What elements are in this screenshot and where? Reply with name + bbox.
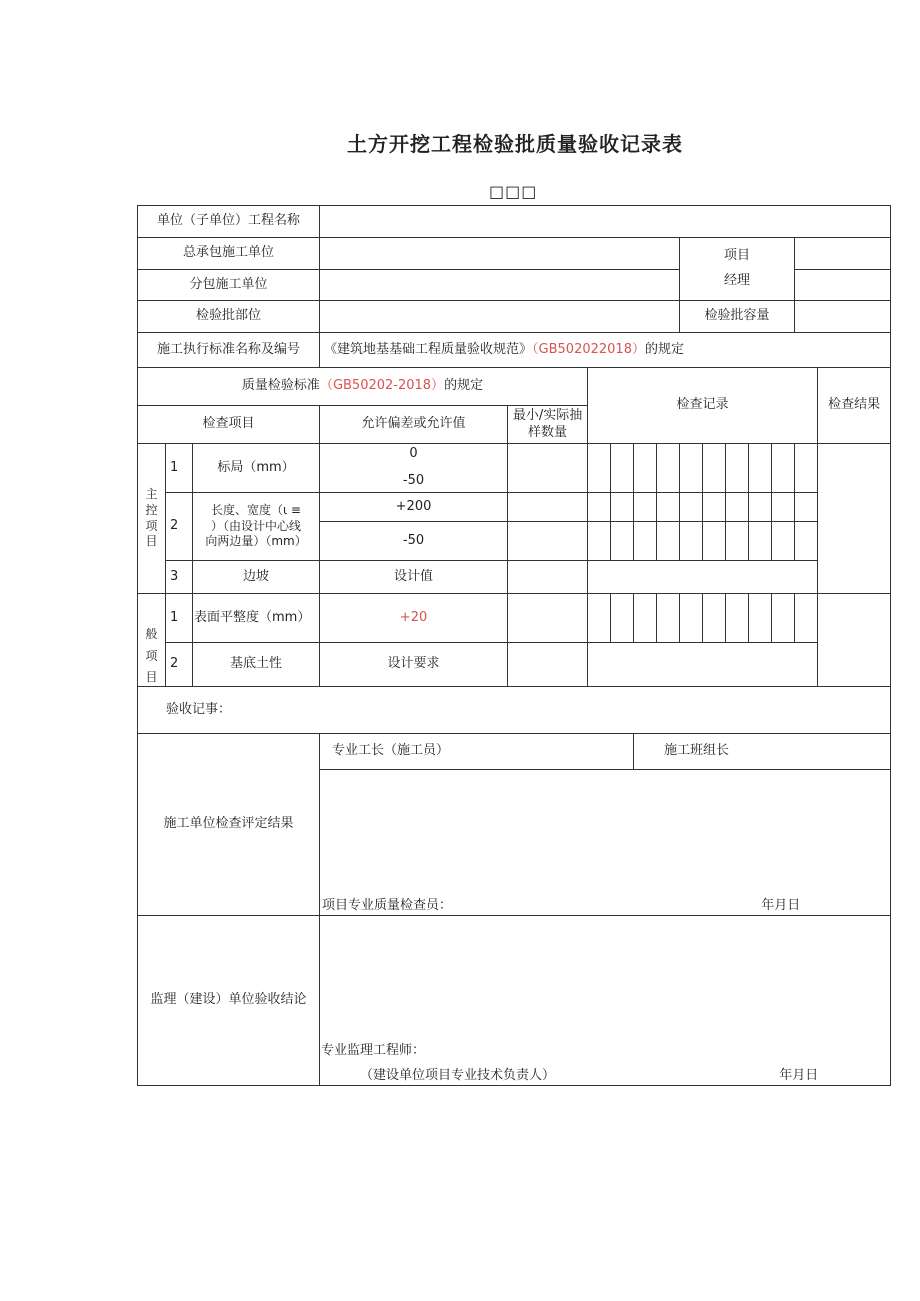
supervising-engineer-label: 专业监理工程师： (321, 1043, 426, 1059)
main-item-1-value-top: 0 (409, 446, 418, 462)
record-cell[interactable] (611, 493, 634, 522)
row-general-contractor (138, 238, 891, 270)
record-cell[interactable] (749, 522, 772, 561)
team-leader-label: 施工班组长 (634, 734, 891, 770)
main-item-2-no: 2 (166, 493, 193, 561)
batch-location-field[interactable] (320, 301, 680, 333)
general-char-2: 项 (145, 648, 158, 663)
owner-label: （建设单位项目专业技术负责人） (360, 1068, 556, 1084)
record-cell[interactable] (726, 444, 749, 493)
main-control-char-2: 控 (145, 502, 158, 517)
main-item-2-sample-b[interactable] (508, 522, 588, 561)
general-contractor-label: 总承包施工单位 (138, 238, 320, 270)
construction-row-a (138, 734, 891, 770)
main-control-result[interactable] (818, 444, 891, 594)
main-control-char-3: 项 (145, 518, 158, 533)
row-project-name (138, 206, 891, 238)
main-item-2-value-top: +200 (320, 493, 508, 522)
project-manager-label-line2: 经理 (724, 273, 751, 288)
subcontractor-label: 分包施工单位 (138, 270, 320, 301)
project-name-field[interactable] (320, 206, 891, 238)
main-item-3-name: 边坡 (193, 561, 320, 594)
general-item-1-value: +20 (320, 594, 508, 643)
main-item-3-sample[interactable] (508, 561, 588, 594)
main-item-2-sample-a[interactable] (508, 493, 588, 522)
record-cell[interactable] (588, 493, 611, 522)
batch-location-label: 检验批部位 (138, 301, 320, 333)
supervision-signature-area[interactable] (320, 916, 891, 1086)
check-result-header: 检查结果 (818, 368, 891, 444)
main-item-1-name: 标局（mm） (193, 444, 320, 493)
general-item-1-row (138, 594, 891, 643)
general-item-2-no: 2 (166, 643, 193, 687)
supervision-label: 监理（建设）单位验收结论 (138, 916, 320, 1086)
general-item-2-sample[interactable] (508, 643, 588, 687)
record-cell[interactable] (657, 594, 680, 643)
record-cell[interactable] (588, 444, 611, 493)
general-label (138, 594, 166, 687)
inspection-form-table (137, 205, 891, 1086)
check-record-header: 检查记录 (588, 368, 818, 444)
project-manager-label-line1: 项目 (724, 248, 751, 264)
record-cell[interactable] (680, 594, 703, 643)
general-contractor-field[interactable] (320, 238, 680, 270)
record-cell[interactable] (772, 493, 795, 522)
record-cell[interactable] (749, 493, 772, 522)
row-quality-standard (138, 368, 891, 406)
general-item-1-name: 表面平整度（mm） (193, 594, 320, 643)
record-cell[interactable] (634, 522, 657, 561)
main-item-2-value-bottom: -50 (320, 522, 508, 561)
main-item-2-name-line1: 长度、宽度（ι ≡ (211, 503, 301, 518)
acceptance-note[interactable]: 验收记事： (138, 687, 891, 734)
record-cell[interactable] (588, 594, 611, 643)
record-cell[interactable] (703, 594, 726, 643)
record-cell[interactable] (611, 444, 634, 493)
project-manager-label (680, 238, 795, 301)
record-cell[interactable] (680, 444, 703, 493)
main-item-3-row (138, 561, 891, 594)
record-cell[interactable] (772, 594, 795, 643)
record-cell[interactable] (772, 522, 795, 561)
project-manager-field-2[interactable] (795, 270, 891, 301)
construction-date-label: 年月日 (761, 898, 801, 914)
sample-count-line1: 最小/实际抽 (512, 407, 583, 423)
main-item-1-sample[interactable] (508, 444, 588, 493)
general-result[interactable] (818, 594, 891, 687)
inspector-signature-line (320, 898, 890, 915)
quality-standard-text: 质量检验标准 (241, 378, 320, 394)
main-control-char-1: 主 (145, 487, 158, 502)
project-name-label: 单位（子单位）工程名称 (138, 206, 320, 238)
row-batch-location (138, 301, 891, 333)
record-cell[interactable] (749, 444, 772, 493)
general-item-2-value: 设计要求 (320, 643, 508, 687)
record-cell[interactable] (703, 444, 726, 493)
general-item-2-name: 基底土性 (193, 643, 320, 687)
record-cell[interactable] (657, 522, 680, 561)
main-control-label (138, 444, 166, 594)
quality-standard-suffix: 的规定 (444, 378, 484, 394)
code-boxes: □□□ (489, 182, 538, 201)
record-cell[interactable] (795, 444, 818, 493)
record-cell[interactable] (726, 493, 749, 522)
general-item-2-record[interactable] (588, 643, 818, 687)
standard-label: 施工执行标准名称及编号 (138, 333, 320, 368)
main-item-3-value: 设计值 (320, 561, 508, 594)
main-item-2-name (193, 493, 320, 561)
record-cell[interactable] (634, 594, 657, 643)
record-cell[interactable] (611, 594, 634, 643)
inspector-label: 项目专业质量检查员： (322, 898, 453, 914)
record-cell[interactable] (588, 522, 611, 561)
quality-standard-code: （GB50202-2018） (319, 378, 445, 394)
main-item-1-no: 1 (166, 444, 193, 493)
standard-text (320, 333, 891, 368)
record-cell[interactable] (680, 522, 703, 561)
record-cell[interactable] (657, 493, 680, 522)
record-cell[interactable] (703, 493, 726, 522)
record-cell[interactable] (703, 522, 726, 561)
standard-suffix: 的规定 (644, 341, 684, 357)
standard-code: （GB502022018） (532, 341, 645, 357)
main-item-1-value (320, 444, 508, 493)
sample-count-line2: 样数量 (528, 424, 568, 440)
record-cell[interactable] (611, 522, 634, 561)
main-item-2-name-line2: ）（由设计中心线 (211, 518, 302, 533)
supervision-date-label: 年月日 (779, 1068, 819, 1084)
general-item-1-no: 1 (166, 594, 193, 643)
subcontractor-field[interactable] (320, 270, 680, 301)
foreman-label: 专业工长（施工员） (320, 734, 634, 770)
construction-signature-area[interactable] (320, 770, 891, 916)
batch-capacity-label: 检验批容量 (680, 301, 795, 333)
main-item-2-name-line3: 向两边量）（mm） (205, 534, 307, 549)
owner-signature-line (320, 1068, 890, 1085)
main-item-2-row-a (138, 493, 891, 522)
record-cell[interactable] (726, 522, 749, 561)
record-cell[interactable] (634, 444, 657, 493)
page-title: 土方开挖工程检验批质量验收记录表 (347, 132, 683, 156)
check-item-header: 检查项目 (138, 406, 320, 444)
project-manager-field-1[interactable] (795, 238, 891, 270)
main-item-3-no: 3 (166, 561, 193, 594)
row-standard (138, 333, 891, 368)
record-cell[interactable] (726, 594, 749, 643)
record-cell[interactable] (680, 493, 703, 522)
general-char-1: 般 (145, 627, 158, 642)
record-cell[interactable] (795, 522, 818, 561)
record-cell[interactable] (795, 594, 818, 643)
standard-name: 《建筑地基基础工程质量验收规范》 (324, 341, 533, 357)
record-cell[interactable] (772, 444, 795, 493)
batch-capacity-field[interactable] (795, 301, 891, 333)
general-item-2-row (138, 643, 891, 687)
record-cell[interactable] (634, 493, 657, 522)
supervision-row (138, 916, 891, 1086)
general-item-1-sample[interactable] (508, 594, 588, 643)
construction-result-label: 施工单位检查评定结果 (138, 734, 320, 916)
record-cell[interactable] (749, 594, 772, 643)
allowed-deviation-header: 允许偏差或允许值 (320, 406, 508, 444)
main-item-1-row (138, 444, 891, 493)
record-cell[interactable] (795, 493, 818, 522)
quality-standard-header (138, 368, 588, 406)
general-char-3: 目 (145, 670, 158, 685)
acceptance-note-row (138, 687, 891, 734)
sample-count-header (508, 406, 588, 444)
record-cell[interactable] (657, 444, 680, 493)
main-item-1-value-bottom: -50 (402, 473, 425, 488)
main-item-3-record[interactable] (588, 561, 818, 594)
main-control-char-4: 目 (145, 534, 158, 549)
